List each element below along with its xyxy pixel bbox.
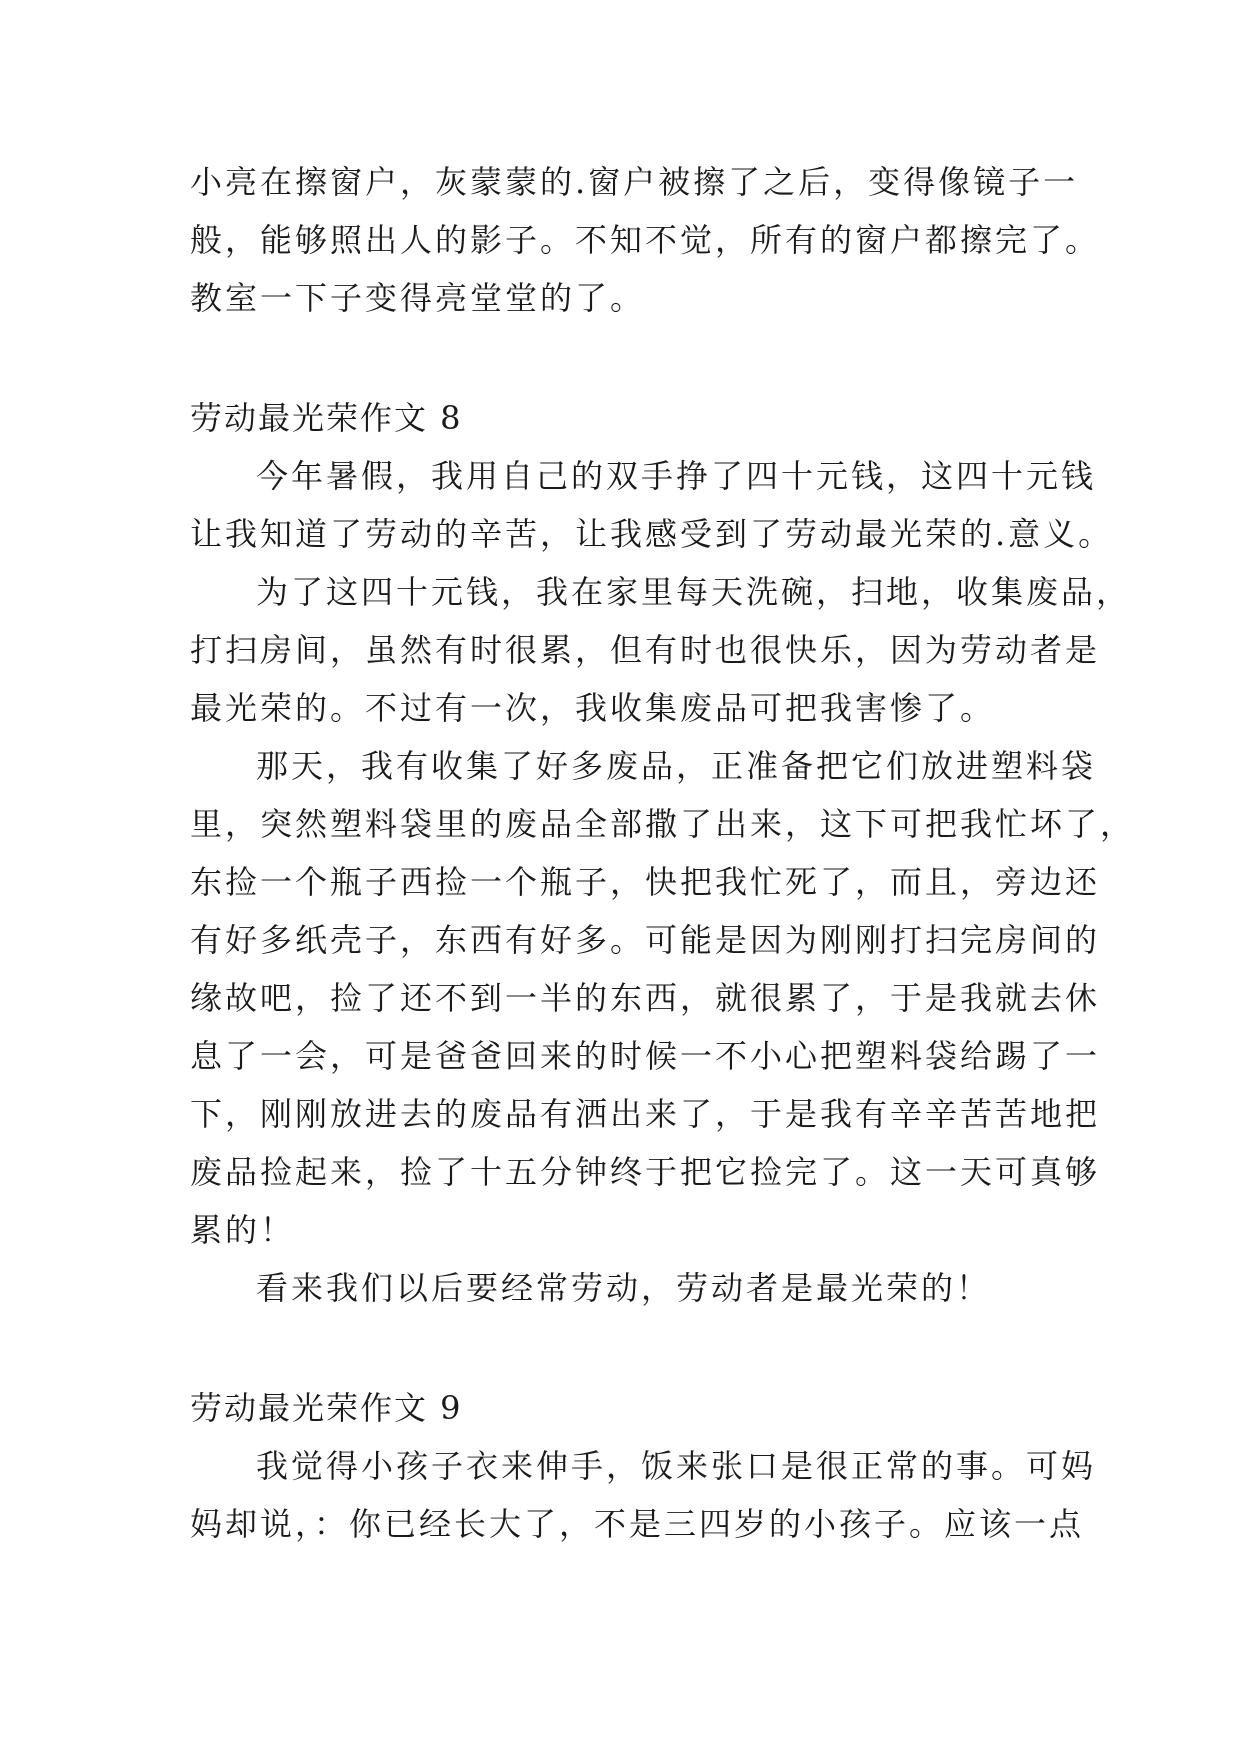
paragraph-line: 小亮在擦窗户，灰蒙蒙的.窗户被擦了之后，变得像镜子一 [190,163,1079,201]
section-heading: 劳动最光荣作文 9 [190,1389,463,1427]
paragraph-line: 累的！ [190,1211,296,1249]
paragraph-line: 般，能够照出人的影子。不知不觉，所有的窗户都擦完了。 [190,221,1101,259]
paragraph-line: 看来我们以后要经常劳动，劳动者是最光荣的！ [256,1269,992,1307]
paragraph-line: 今年暑假，我用自己的双手挣了四十元钱，这四十元钱 [256,457,1097,495]
paragraph-line: 我觉得小孩子衣来伸手，饭来张口是很正常的事。可妈 [256,1447,1097,1485]
paragraph-line: 那天，我有收集了好多废品，正准备把它们放进塑料袋 [256,747,1097,785]
paragraph-line: 息了一会，可是爸爸回来的时候一不小心把塑料袋给踢了一 [190,1037,1101,1075]
paragraph-line: 里，突然塑料袋里的废品全部撒了出来，这下可把我忙坏了， [190,805,1136,843]
paragraph-line: 打扫房间，虽然有时很累，但有时也很快乐，因为劳动者是 [190,631,1101,669]
paragraph-line: 教室一下子变得亮堂堂的了。 [190,279,646,317]
paragraph-line: 让我知道了劳动的辛苦，让我感受到了劳动最光荣的.意义。 [190,515,1114,553]
paragraph-line: 下，刚刚放进去的废品有洒出来了，于是我有辛辛苦苦地把 [190,1095,1101,1133]
paragraph-line: 缘故吧，捡了还不到一半的东西，就很累了，于是我就去休 [190,979,1101,1017]
paragraph-line: 为了这四十元钱，我在家里每天洗碗，扫地，收集废品， [256,573,1132,611]
paragraph-line: 有好多纸壳子，东西有好多。可能是因为刚刚打扫完房间的 [190,921,1101,959]
paragraph-line: 妈却说，：你已经长大了，不是三四岁的小孩子。应该一点 [190,1505,1085,1543]
section-heading: 劳动最光荣作文 8 [190,399,463,437]
paragraph-line: 废品捡起来，捡了十五分钟终于把它捡完了。这一天可真够 [190,1153,1101,1191]
paragraph-line: 东捡一个瓶子西捡一个瓶子，快把我忙死了，而且，旁边还 [190,863,1101,901]
paragraph-line: 最光荣的。不过有一次，我收集废品可把我害惨了。 [190,689,996,727]
